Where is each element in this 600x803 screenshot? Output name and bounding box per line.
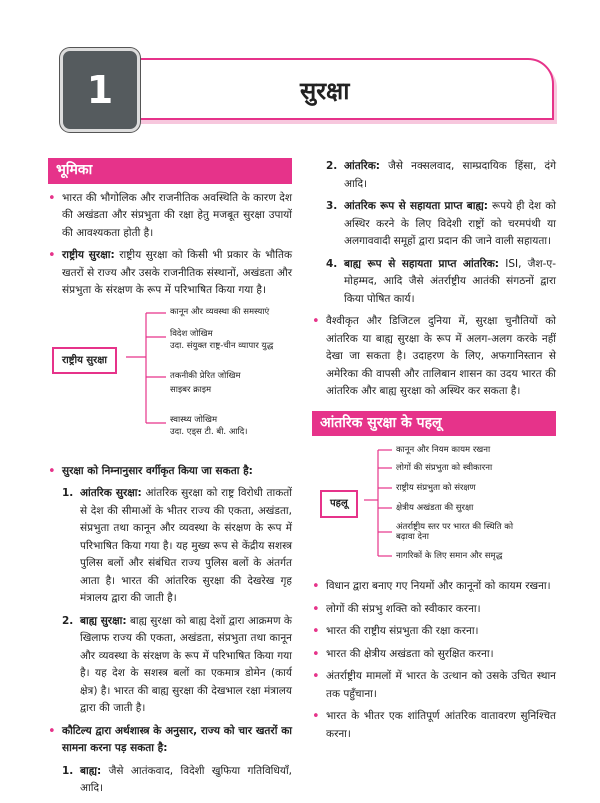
diagram-item: विदेश जोखिम <box>170 328 213 339</box>
national-security-diagram <box>48 305 292 455</box>
national-security-text: राष्ट्रीय सुरक्षा को किसी भी प्रकार के भौतिक खतरों से राज्य और उसके राजनीतिक संस्थानों, अखंडता और संप्रभुता के संरक्षण के रूप में परिभाषित किया गया है। <box>62 249 293 296</box>
aspects-item: अंतर्राष्ट्रीय स्तर पर भारत की स्थिति को बढ़ावा देना <box>396 522 514 542</box>
aspects-item: लोगों की संप्रभुता को स्वीकारना <box>396 463 493 473</box>
aspect-bullet: • भारत की क्षेत्रीय अखंडता को सुरक्षित करना। <box>312 646 556 664</box>
diagram-item: तकनीकी प्रेरित जोखिम <box>170 370 241 381</box>
diagram-center-node: राष्ट्रीय सुरक्षा <box>52 347 117 375</box>
chapter-number: 1 <box>60 48 140 132</box>
aspects-item: नागरिकों के लिए समान और समृद्ध <box>396 551 503 561</box>
kautilya-text: कौटिल्य द्वारा अर्थशास्त्र के अनुसार, राज्य को चार खतरों का सामना करना पड़ सकता है: <box>62 724 292 754</box>
threat-1-text: जैसे आतंकवाद, विदेशी खुफिया गतिविधियाँ, आदि। <box>80 764 292 794</box>
section-heading-aspects: आंतरिक सुरक्षा के पहलू <box>312 411 556 437</box>
diagram-item: साइबर क्राइम <box>170 384 212 395</box>
classification-intro-text: सुरक्षा को निम्नानुसार वर्गीकृत किया जा सकता है: <box>62 464 253 477</box>
intro-paragraph: • भारत की भौगोलिक और राजनीतिक अवस्थिति के कारण देश की अखंडता और संप्रभुता की रक्षा हेतु मजबूत सुरक्षा उपायों की आवश्यकता होती है। <box>48 190 292 243</box>
section-heading-intro: भूमिका <box>48 158 292 184</box>
internal-security-label: आंतरिक सुरक्षा: <box>80 487 142 499</box>
aspects-diagram <box>312 442 556 570</box>
classification-intro <box>48 463 292 481</box>
threat-4-label: बाह्य रूप से सहायता प्राप्त आंतरिक: <box>344 257 500 270</box>
aspects-item: कानून और नियम कायम रखना <box>396 445 491 455</box>
national-security-label: राष्ट्रीय सुरक्षा: <box>62 249 115 261</box>
internal-security-text: आंतरिक सुरक्षा को राष्ट्र विरोधी ताकतों से देश की सीमाओं के भीतर राज्य की एकता, अखंडता, संप्रभुता तथा कानून और व्यवस्था के संरक्षण के रूप में परिभाषित किया गया है। यह मुख्य रूप से केंद्रीय सशस्त्र पुलिस बलों और संबंधित राज्य पुलिस बलों के अंतर्गत आता है। भारत की आंतरिक सुरक्षा की देखरेख गृह मंत्रालय द्वारा की जाती है। <box>80 487 292 604</box>
aspect-bullet: • अंतर्राष्ट्रीय मामलों में भारत के उत्थान को उसके उचित स्थान तक पहुँचाना। <box>312 668 556 703</box>
aspect-bullet: • भारत के भीतर एक शांतिपूर्ण आंतरिक वातावरण सुनिश्चित करना। <box>312 708 556 743</box>
chapter-title: सुरक्षा <box>300 77 350 105</box>
threat-3-label: आंतरिक रूप से सहायता प्राप्त बाह्य: <box>344 200 488 212</box>
diagram-item: स्वास्थ्य जोखिम <box>170 414 218 425</box>
threat-item-1: 1. बाह्य: जैसे आतंकवाद, विदेशी खुफिया गतिविधियाँ, आदि। <box>62 764 292 794</box>
aspect-bullet: • विधान द्वारा बनाए गए नियमों और कानूनों को कायम रखना। <box>312 578 556 596</box>
external-security-text: बाह्य सुरक्षा को बाह्य देशों द्वारा आक्रमण के खिलाफ राज्य की एकता, अखंडता, संप्रभुता तथा कानून और व्यवस्था के संरक्षण के रूप में परिभाषित किया गया है। यह देश के सशस्त्र बलों का एकमात्र डोमेन (कार्य क्षेत्र) है। भारत की बाह्य सुरक्षा की देखभाल रक्षा मंत्रालय द्वारा की जाती है। <box>80 614 292 714</box>
diagram-item: उदा. एड्स टी. बी. आदि। <box>170 426 248 437</box>
aspects-center-node: पहलू <box>320 490 358 518</box>
left-column <box>48 158 292 803</box>
threat-item-2: 2. आंतरिक: जैसे नक्सलवाद, साम्प्रदायिक हिंसा, दंगे आदि। <box>326 160 556 190</box>
threat-2-text: जैसे नक्सलवाद, साम्प्रदायिक हिंसा, दंगे आदि। <box>344 160 556 190</box>
right-column <box>312 158 556 748</box>
threat-3-text: रूपये ही देश को अस्थिर करने के लिए विदेशी राष्ट्रों को चरमपंथी या अलगाववादी समूहों द्वारा प्रदान की जाने वाली सहायता। <box>344 200 556 247</box>
kautilya-intro <box>48 723 292 758</box>
globalized-world-paragraph: • वैश्वीकृत और डिजिटल दुनिया में, सुरक्षा चुनौतियों को आंतरिक या बाह्य सुरक्षा के रूप में अलग-अलग करके नहीं देखा जा सकता है। उदाहरण के लिए, अफगानिस्तान से अमेरिका की वापसी और तालिबान शासन का उदय भारत की आंतरिक और बाह्य सुरक्षा को अस्थिर कर सकता है। <box>312 313 556 401</box>
diagram-item: कानून और व्यवस्था की समस्याएं <box>170 306 270 317</box>
internal-security-item: 1. आंतरिक सुरक्षा: आंतरिक सुरक्षा को राष्ट्र विरोधी ताकतों से देश की सीमाओं के भीतर राज्य की एकता, अखंडता, संप्रभुता तथा कानून और व्यवस्था के संरक्षण के रूप में परिभाषित किया गया है। यह मुख्य रूप से केंद्रीय सशस्त्र पुलिस बलों और संबंधित राज्य पुलिस बलों के अंतर्गत आता है। भारत की आंतरिक सुरक्षा की देखरेख गृह मंत्रालय द्वारा की जाती है। <box>62 487 292 604</box>
threat-1-label: बाह्य: <box>80 764 102 777</box>
national-security-definition <box>48 247 292 300</box>
diagram-item: उदा. संयुक्त राष्ट्र-चीन व्यापार युद्ध <box>170 340 274 351</box>
threat-item-3: 3. आंतरिक रूप से सहायता प्राप्त बाह्य: रूपये ही देश को अस्थिर करने के लिए विदेशी राष्ट्रों को चरमपंथी या अलगाववादी समूहों द्वारा प्रदान की जाने वाली सहायता। <box>326 200 556 247</box>
threat-2-label: आंतरिक: <box>344 160 380 172</box>
aspect-bullet: • लोगों की संप्रभु शक्ति को स्वीकार करना। <box>312 601 556 619</box>
aspects-item: क्षेत्रीय अखंडता की सुरक्षा <box>396 503 474 513</box>
external-security-label: बाह्य सुरक्षा: <box>80 614 127 627</box>
external-security-item: 2. बाह्य सुरक्षा: बाह्य सुरक्षा को बाह्य देशों द्वारा आक्रमण के खिलाफ राज्य की एकता, अखंडता, संप्रभुता तथा कानून और व्यवस्था के संरक्षण के रूप में परिभाषित किया गया है। यह देश के सशस्त्र बलों का एकमात्र डोमेन (कार्य क्षेत्र) है। भारत की बाह्य सुरक्षा की देखभाल रक्षा मंत्रालय द्वारा की जाती है। <box>62 614 292 714</box>
aspect-bullet: • भारत की राष्ट्रीय संप्रभुता की रक्षा करना। <box>312 623 556 641</box>
threat-item-4: 4. बाह्य रूप से सहायता प्राप्त आंतरिक: ISI, जैश-ए-मोहम्मद, आदि जैसे अंतर्राष्ट्रीय आतंकी संगठनों द्वारा किया पोषित कार्य। <box>326 257 556 305</box>
threat-4-text: ISI, जैश-ए-मोहम्मद, आदि जैसे अंतर्राष्ट्रीय आतंकी संगठनों द्वारा किया पोषित कार्य। <box>344 257 556 305</box>
aspects-item: राष्ट्रीय संप्रभुता को संरक्षण <box>396 483 476 493</box>
